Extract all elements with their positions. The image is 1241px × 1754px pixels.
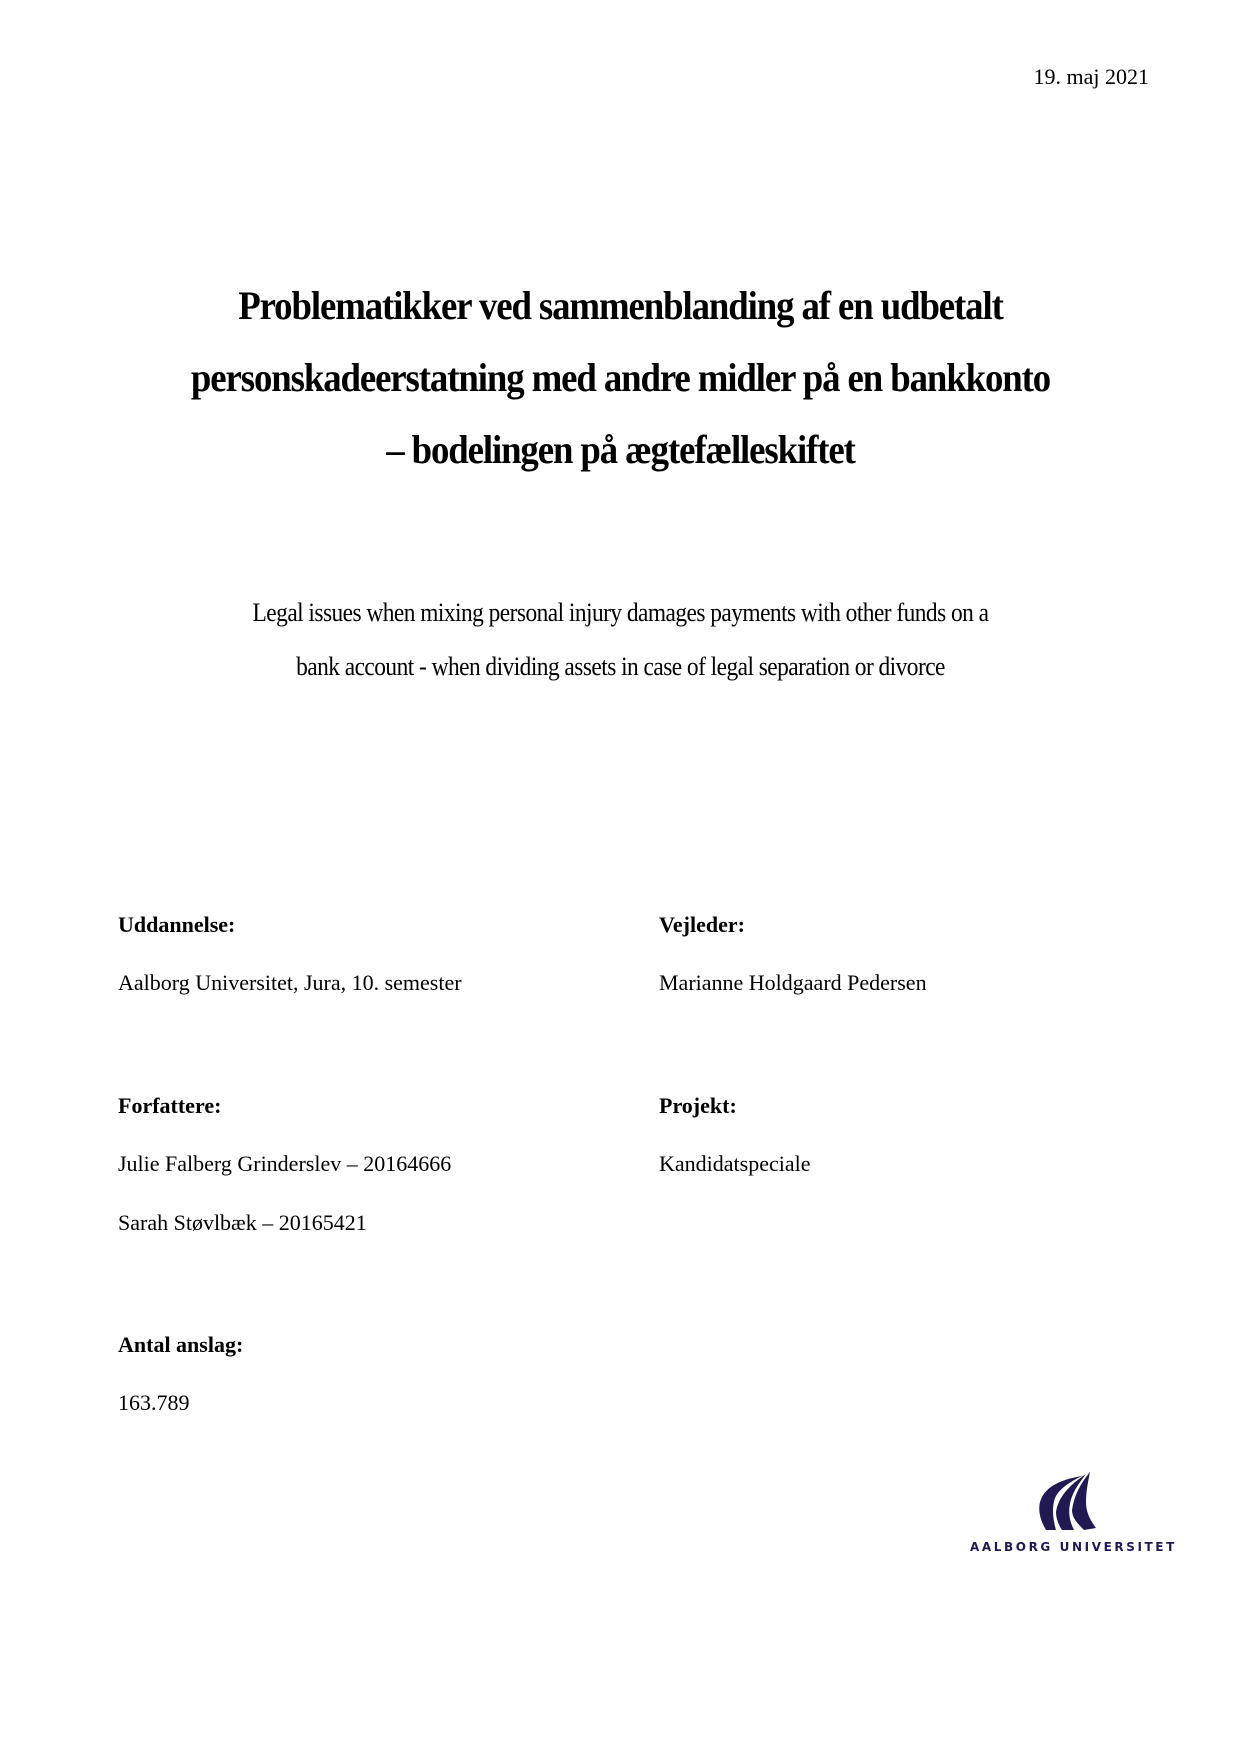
authors-section bbox=[118, 1093, 451, 1236]
author-2: Sarah Støvlbæk – 20165421 bbox=[118, 1210, 367, 1235]
aalborg-university-logo bbox=[970, 1468, 1177, 1558]
supervisor-label: Vejleder: bbox=[659, 912, 745, 937]
aalborg-university-wave-icon bbox=[1038, 1472, 1096, 1532]
keystrokes-section bbox=[118, 1332, 243, 1416]
title-line-2: personskadeerstatning med andre midler på en bankkonto bbox=[190, 355, 1051, 400]
thesis-title bbox=[0, 270, 1241, 486]
subtitle-line-1: Legal issues when mixing personal injury damages payments with other funds on a bbox=[252, 598, 989, 627]
title-line-1: Problematikker ved sammenblanding af en udbetalt bbox=[238, 283, 1003, 328]
project-section bbox=[659, 1093, 811, 1177]
supervisor-section bbox=[659, 912, 927, 996]
document-date: 19. maj 2021 bbox=[1033, 64, 1149, 89]
project-label: Projekt: bbox=[659, 1093, 737, 1118]
english-subtitle bbox=[0, 586, 1241, 694]
education-label: Uddannelse: bbox=[118, 912, 236, 937]
project-value: Kandidatspeciale bbox=[659, 1151, 811, 1176]
keystrokes-label: Antal anslag: bbox=[118, 1332, 244, 1357]
supervisor-value: Marianne Holdgaard Pedersen bbox=[659, 970, 927, 995]
authors-label: Forfattere: bbox=[118, 1093, 222, 1118]
university-wordmark: AALBORG UNIVERSITET bbox=[970, 1540, 1177, 1554]
keystrokes-value: 163.789 bbox=[118, 1390, 190, 1415]
education-value: Aalborg Universitet, Jura, 10. semester bbox=[118, 970, 462, 995]
title-line-3: – bodelingen på ægtefælleskiftet bbox=[386, 427, 855, 472]
author-1: Julie Falberg Grinderslev – 20164666 bbox=[118, 1151, 452, 1176]
education-section bbox=[118, 912, 462, 996]
subtitle-line-2: bank account - when dividing assets in case of legal separation or divorce bbox=[296, 652, 945, 681]
